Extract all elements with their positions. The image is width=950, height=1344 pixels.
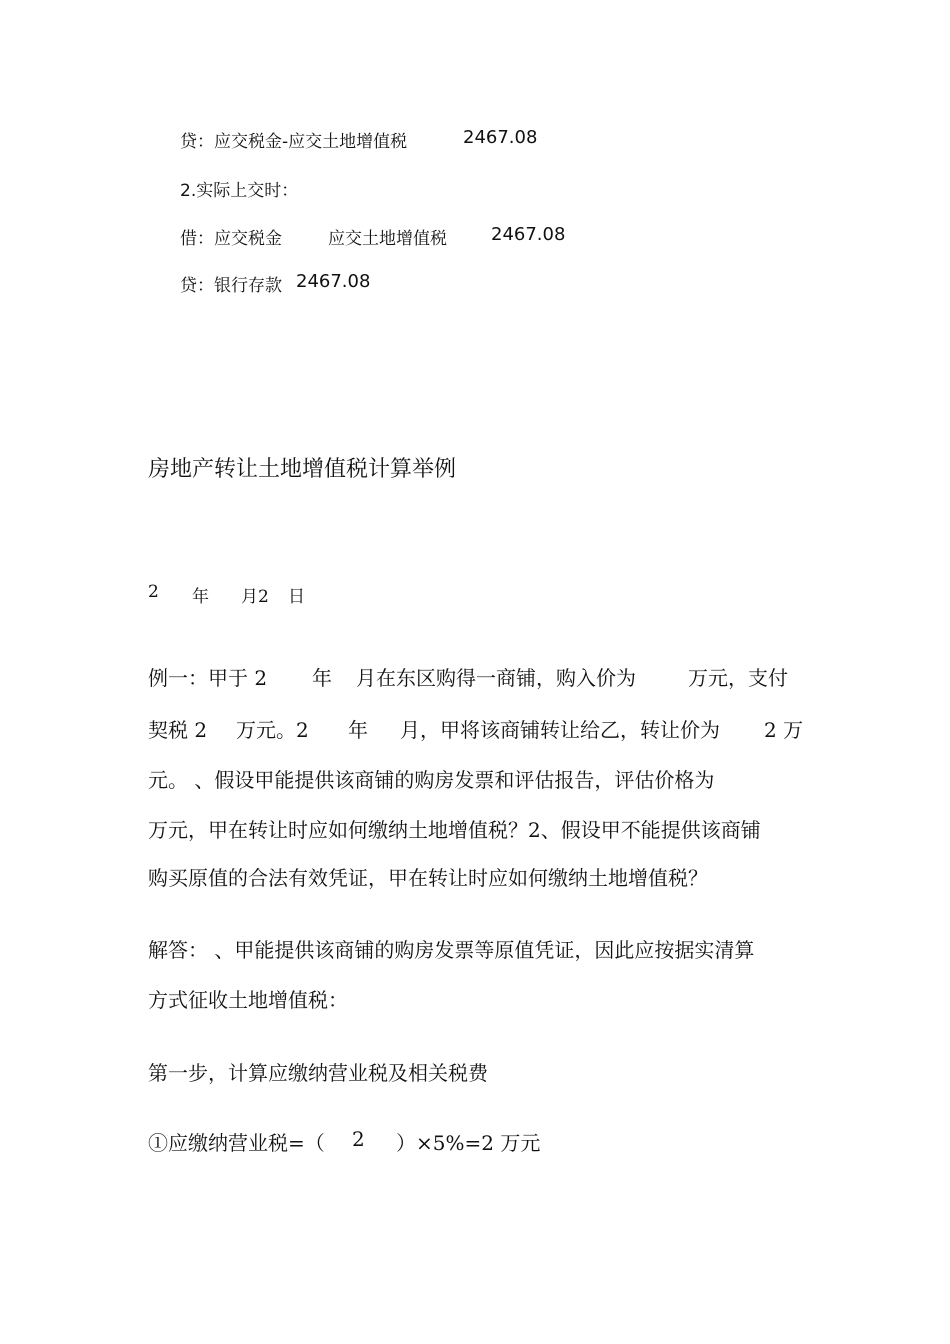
example-line3: 元。 、假设甲能提供该商铺的购房发票和评估报告，评估价格为 [148,768,715,792]
example-line2-e: 2 万 [764,718,804,742]
step2-label: 2.实际上交时： [180,181,299,201]
credit-tax-amount: 2467.08 [463,127,538,148]
example-line2-a: 契税 2 [148,718,208,742]
debit-label: 借：应交税金 [180,229,282,249]
formula-part-b: 2 [352,1127,365,1151]
example-line1-d: 万元，支付 [688,666,788,690]
date-day: 日 [288,587,305,607]
debit-amount: 2467.08 [491,224,566,245]
example-line2-c: 年 [348,718,368,742]
example-line4: 万元，甲在转让时应如何缴纳土地增值税？2、假设甲不能提供该商铺 [148,818,761,842]
example-line5: 购买原值的合法有效凭证，甲在转让时应如何缴纳土地增值税？ [148,866,708,890]
example-line1-a: 例一：甲于 2 [148,666,268,690]
formula-part-c: ）×5%=2 万元 [396,1131,541,1155]
debit-sub-account: 应交土地增值税 [328,229,447,249]
date-year-num: 2 [148,582,159,602]
answer-line2: 方式征收土地增值税： [148,988,348,1012]
step1-heading: 第一步，计算应缴纳营业税及相关税费 [148,1061,488,1085]
credit-bank-amount: 2467.08 [296,271,371,292]
example-line1-c: 月在东区购得一商铺，购入价为 [356,666,636,690]
credit-bank-label: 贷：银行存款 [180,276,282,296]
article-title: 房地产转让土地增值税计算举例 [148,457,457,482]
answer-line1: 解答： 、甲能提供该商铺的购房发票等原值凭证，因此应按据实清算 [148,938,755,962]
example-line2-d: 月，甲将该商铺转让给乙，转让价为 [400,718,720,742]
example-line1-b: 年 [312,666,332,690]
formula-part-a: ①应缴纳营业税=（ [148,1131,325,1155]
credit-tax-label: 贷：应交税金-应交土地增值税 [180,132,408,152]
date-year-unit: 年 [192,587,209,607]
date-month: 月2 [241,587,269,607]
example-line2-b: 万元。2 [236,718,309,742]
